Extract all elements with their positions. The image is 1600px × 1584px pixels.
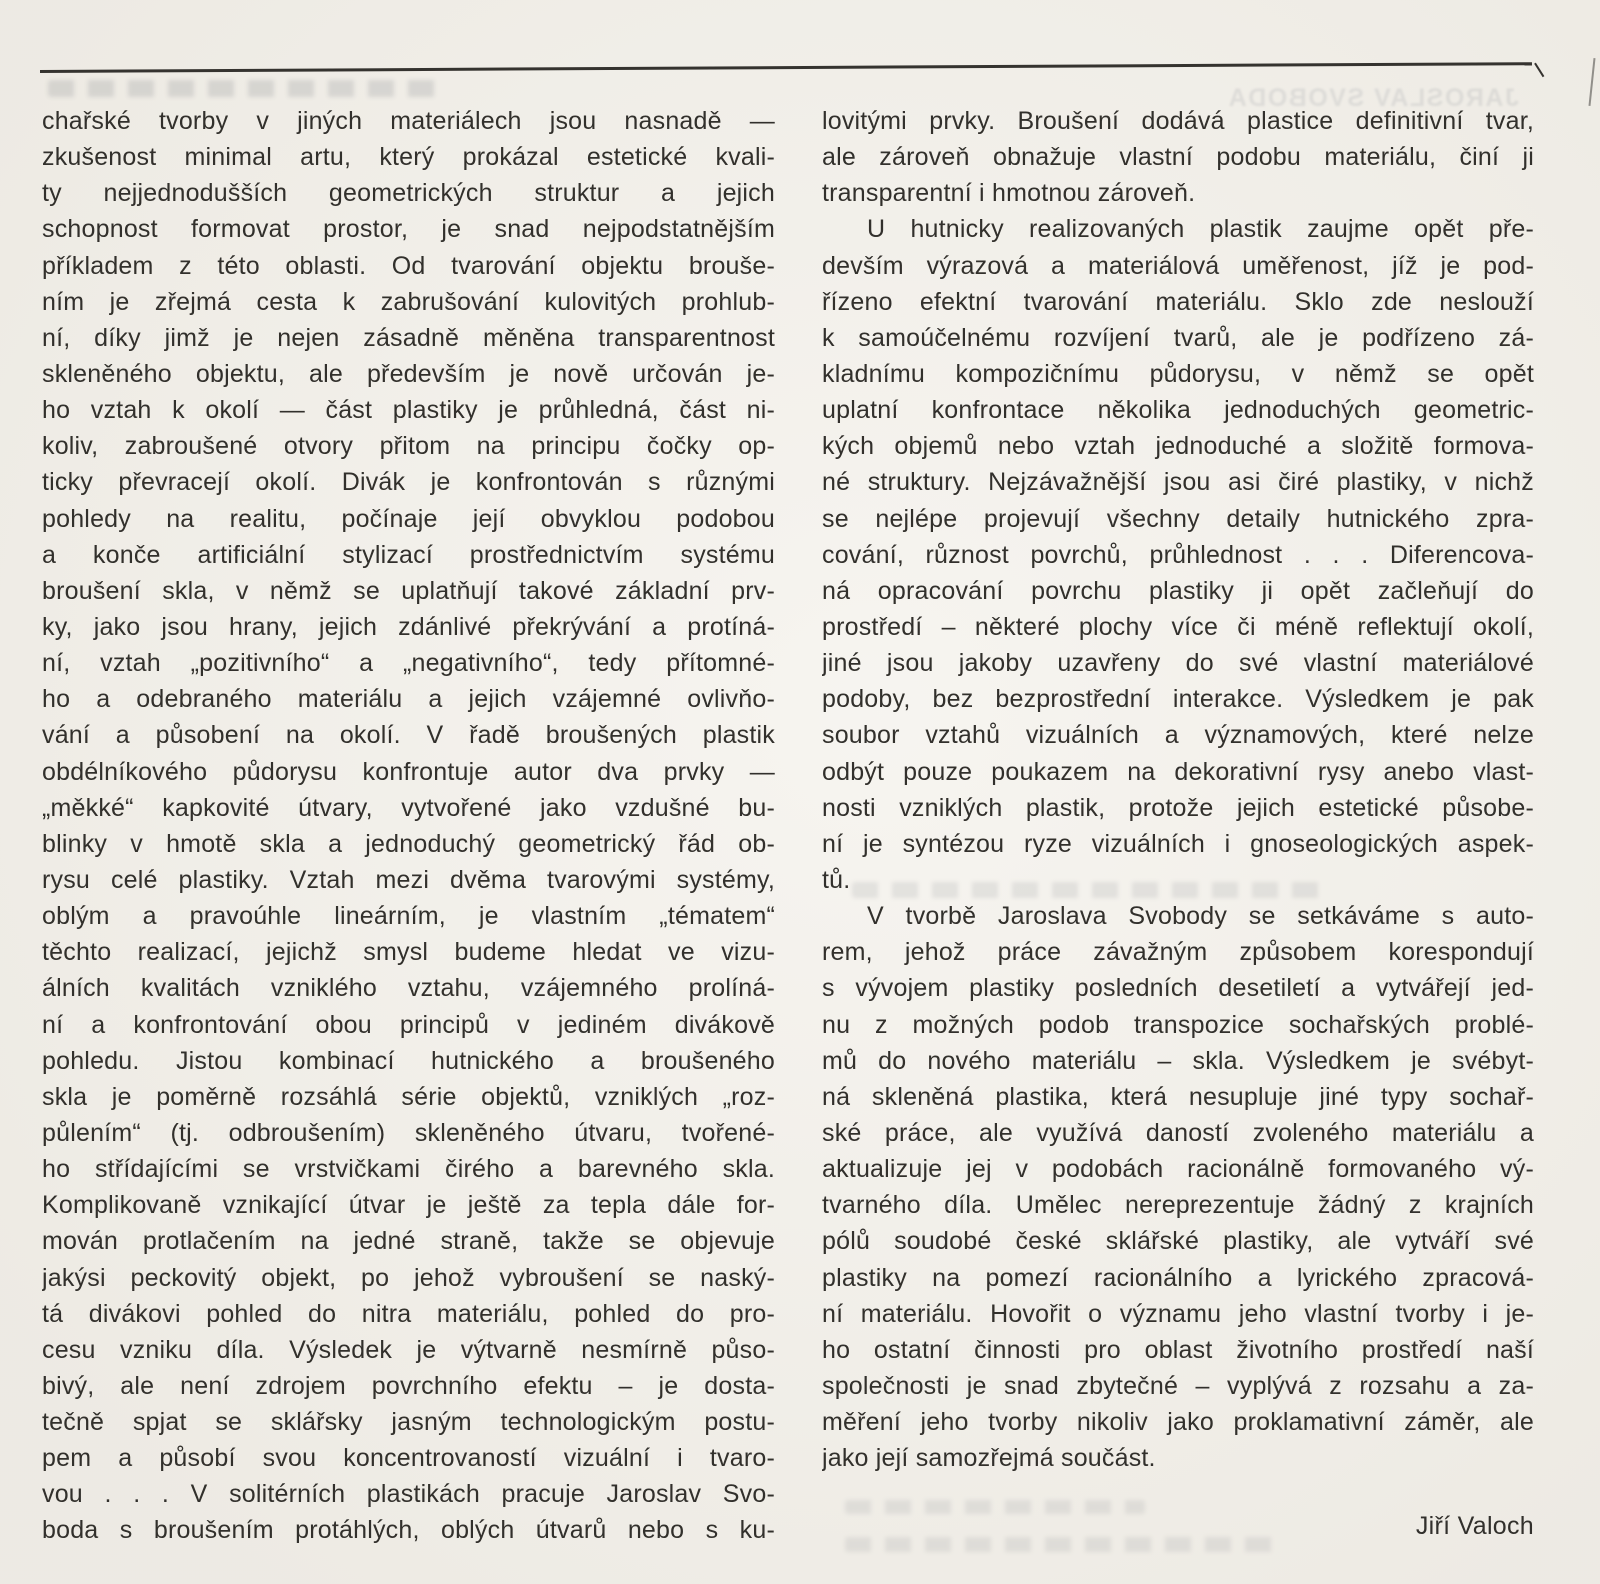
text-line: cování, různost povrchů, průhlednost . . . Diferencova- [822,540,1534,569]
text-line: ní je syntézou ryze vizuálních i gnoseologických aspek- [822,829,1534,858]
text-line: podoby, bez bezprostřední interakce. Výsledkem je pak [822,685,1534,714]
text-line: ské práce, ale využívá daností zvoleného materiálu a [822,1118,1534,1147]
text-line: devším výrazová a materiálová uměřenost, jíž je pod- [822,251,1534,280]
text-line: ho ostatní činnosti pro oblast životního prostředí naší [822,1335,1534,1364]
text-line: ale zároveň obnažuje vlastní podobu materiálu, činí ji [822,143,1534,172]
text-line: pólů soudobé české sklářské plastiky, ale vytváří své [822,1227,1534,1256]
text-line: ky, jako jsou hrany, jejich zdánlivé překrývání a protíná- [42,612,775,641]
text-line: ním je zřejmá cesta k zabrušování kulovitých prohlub- [42,287,775,316]
text-line: skleněného objektu, ale především je nově určován je- [42,359,775,388]
text-line: tečně spjat se sklářsky jasným technologickým postu- [42,1408,775,1437]
text-line: společnosti je snad zbytečné – vyplývá z rozsahu a za- [822,1371,1534,1400]
text-line: nu z možných podob transpozice sochařských problé- [822,1010,1534,1039]
text-line: pem a působí svou koncentrovaností vizuální i tvaro- [42,1444,775,1473]
text-line: ní, díky jimž je nejen zásadně měněna transparentnost [42,323,775,352]
top-rule-divider [40,62,1532,73]
text-line: ní materiálu. Hovořit o významu jeho vlastní tvorby i je- [822,1299,1534,1328]
text-line: álních kvalitách vzniklého vztahu, vzájemného prolíná- [42,974,775,1003]
text-line: „měkké“ kapkovité útvary, vytvořené jako vzdušné bu- [42,793,775,822]
text-line: ní a konfrontování obou principů v jediném divákově [42,1010,775,1039]
text-line: jako její samozřejmá součást. [822,1444,1156,1473]
text-line: odbýt pouze poukazem na dekorativní rysy anebo vlast- [822,757,1534,786]
text-line: kých objemů nebo vztah jednoduché a složitě formova- [822,432,1534,461]
text-line: jakýsi peckovitý objekt, po jehož vybroušení se naský- [42,1263,775,1292]
text-line: ná opracování povrchu plastiky ji opět začleňují do [822,576,1534,605]
bleed-through-smudge [48,80,440,97]
text-line: mů do nového materiálu – skla. Výsledkem je svébyt- [822,1046,1534,1075]
left-text-column [42,103,775,1549]
text-line: koliv, zabroušené otvory přitom na principu čočky op- [42,432,775,461]
text-line: transparentní i hmotnou zároveň. [822,179,1196,208]
scan-edge-mark [1588,58,1595,106]
text-line: blinky v hmotě skla a jednoduchý geometrický řád ob- [42,829,775,858]
text-line: tů. [822,865,851,894]
text-line: tvarného díla. Umělec nereprezentuje žádný z krajních [822,1191,1534,1220]
text-line: pohledu. Jistou kombinací hutnického a broušeného [42,1046,775,1075]
text-line: prostředí – některé plochy více či méně reflektují okolí, [822,612,1534,641]
text-line: né struktury. Nejzávažnější jsou asi čiré plastiky, v nichž [822,468,1534,497]
text-line: řízeno efektní tvarování materiálu. Sklo zde neslouží [822,287,1534,316]
text-line: ní, vztah „pozitivního“ a „negativního“, tedy přítomné- [42,649,775,678]
text-line: ho střídajícími se vrstvičkami čirého a barevného skla. [42,1155,775,1184]
text-line: aktualizuje jej v podobách racionálně formovaného vý- [822,1155,1534,1184]
text-line: těchto realizací, jejichž smysl budeme hledat ve vizu- [42,938,775,967]
text-line: k samoúčelnému rozvíjení tvarů, ale je podřízeno zá- [822,323,1534,352]
author-signature: Jiří Valoch [1415,1512,1534,1541]
text-line: ty nejjednodušších geometrických struktur a jejich [42,179,775,208]
text-line: V tvorbě Jaroslava Svobody se setkáváme s auto- [867,902,1534,931]
text-line: ná skleněná plastika, která nesupluje jiné typy sochař- [822,1082,1534,1111]
text-line: půlením“ (tj. odbroušením) skleněného útvaru, tvořené- [42,1118,775,1147]
text-line: boda s broušením protáhlých, oblých útvarů nebo s ku- [42,1516,775,1545]
text-line: oblým a pravoúhle lineárním, je vlastním „tématem“ [42,902,775,931]
text-line: vou . . . V solitérních plastikách pracuje Jaroslav Svo- [42,1480,775,1509]
text-line: rysu celé plastiky. Vztah mezi dvěma tvarovými systémy, [42,865,775,894]
text-line: uplatní konfrontace několika jednoduchých geometric- [822,396,1534,425]
text-line: ticky převracejí okolí. Divák je konfrontován s různými [42,468,775,497]
text-line: zkušenost minimal artu, který prokázal estetické kvali- [42,143,775,172]
text-line: chařské tvorby v jiných materiálech jsou nasnadě — [42,107,775,135]
text-line: tá divákovi pohled do nitra materiálu, pohled do pro- [42,1299,775,1328]
text-line: rem, jehož práce závažným způsobem korespondují [822,938,1534,967]
text-line: broušení skla, v němž se uplatňují takové základní prv- [42,576,775,605]
text-line: příkladem z této oblasti. Od tvarování objektu brouše- [42,251,775,280]
right-text-column [822,103,1534,1549]
text-line: schopnost formovat prostor, je snad nejpodstatnějším [42,215,775,244]
text-line: mován protlačením na jedné straně, takže se objevuje [42,1227,775,1256]
text-line: skla je poměrně rozsáhlá série objektů, vzniklých „roz- [42,1082,775,1111]
text-line: Komplikovaně vznikající útvar je ještě za tepla dále for- [42,1191,775,1220]
text-line: měření jeho tvorby nikoliv jako proklamativní záměr, ale [822,1408,1534,1437]
text-line: nosti vzniklých plastik, protože jejich estetické působe- [822,793,1534,822]
text-line: ho vztah k okolí — část plastiky je průhledná, část ni- [42,396,775,425]
text-line: cesu vzniku díla. Výsledek je výtvarně nesmírně půso- [42,1335,775,1364]
text-line: lovitými prvky. Broušení dodává plastice definitivní tvar, [822,107,1534,135]
text-line: se nejlépe projevují všechny detaily hutnického zpra- [822,504,1534,533]
text-line: U hutnicky realizovaných plastik zaujme opět pře- [867,215,1534,244]
text-line: soubor vztahů vizuálních a významových, které nelze [822,721,1534,750]
text-line: ho a odebraného materiálu a jejich vzájemné ovlivňo- [42,685,775,714]
right-column-lines [822,103,1534,1476]
text-line: plastiky na pomezí racionálního a lyrického zpracová- [822,1263,1534,1292]
text-line: kladnímu kompozičnímu půdorysu, v němž se opět [822,359,1534,388]
text-line: pohledy na realitu, počínaje její obvyklou podobou [42,504,775,533]
text-line: a konče artificiální stylizací prostřednictvím systému [42,540,775,569]
text-line: s vývojem plastiky posledních desetiletí a vytvářejí jed- [822,974,1534,1003]
text-columns [42,103,1534,1549]
text-line: bivý, ale není zdrojem povrchního efektu – je dosta- [42,1371,775,1400]
text-line: jiné jsou jakoby uzavřeny do své vlastní materiálové [822,649,1534,678]
ghost-mirrored-title: JAROSLAV SVOBODA [1227,84,1519,112]
text-line: obdélníkového půdorysu konfrontuje autor dva prvky — [42,757,775,786]
text-line: vání a působení na okolí. V řadě broušených plastik [42,721,775,750]
